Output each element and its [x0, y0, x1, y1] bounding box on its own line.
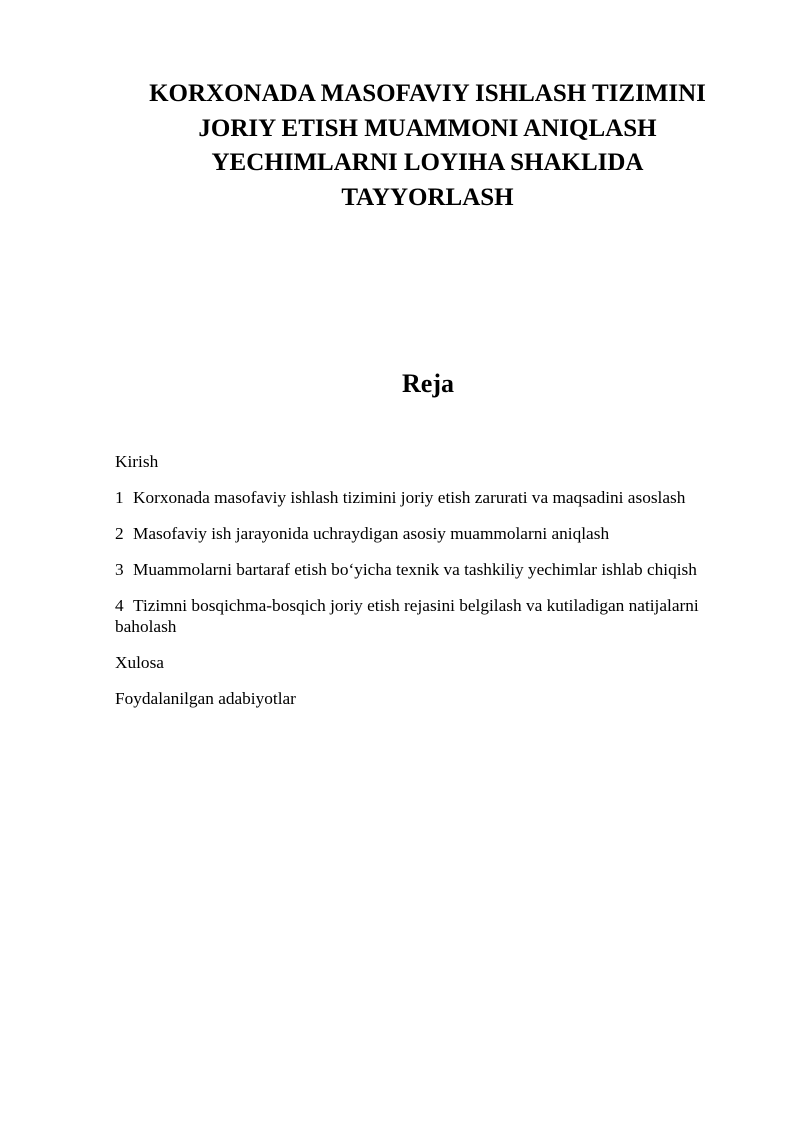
toc-item-number: 2: [115, 524, 124, 543]
toc-item-text: Korxonada masofaviy ishlash tizimini joriy etish zarurati va maqsadini asoslash: [133, 488, 686, 507]
toc-item-text: Muammolarni bartaraf etish bo‘yicha texnik va tashkiliy yechimlar ishlab chiqish: [133, 560, 697, 579]
title-line: KORXONADA MASOFAVIY ISHLASH TIZIMINI: [149, 80, 706, 107]
title-line: TAYYORLASH: [341, 183, 514, 211]
toc-item-introduction: [115, 452, 745, 473]
toc-item-conclusion: [115, 653, 745, 674]
toc-item-number: 1: [115, 488, 124, 507]
toc-item-3: [115, 560, 745, 581]
toc-item-1: [115, 488, 745, 509]
toc-item-text: Foydalanilgan adabiyotlar: [115, 688, 296, 708]
toc-item-number: 3: [115, 560, 124, 579]
plan-heading: Reja: [402, 369, 454, 398]
toc-item-text: Masofaviy ish jarayonida uchraydigan asosiy muammolarni aniqlash: [133, 524, 610, 543]
table-of-contents: [115, 452, 745, 725]
toc-item-number: 4: [115, 596, 124, 615]
toc-item-text: Xulosa: [115, 652, 164, 672]
toc-item-text: Kirish: [115, 452, 159, 471]
toc-item-references: [115, 689, 745, 710]
title-line: JORIY ETISH MUAMMONI ANIQLASH: [198, 114, 657, 142]
toc-item-2: [115, 524, 745, 545]
toc-item-4: [115, 596, 745, 637]
document-title: [115, 77, 740, 215]
title-line: YECHIMLARNI LOYIHA SHAKLIDA: [211, 149, 644, 176]
toc-item-text: Tizimni bosqichma-bosqich joriy etish rejasini belgilash va kutiladigan natijalarni baholash: [115, 596, 699, 636]
